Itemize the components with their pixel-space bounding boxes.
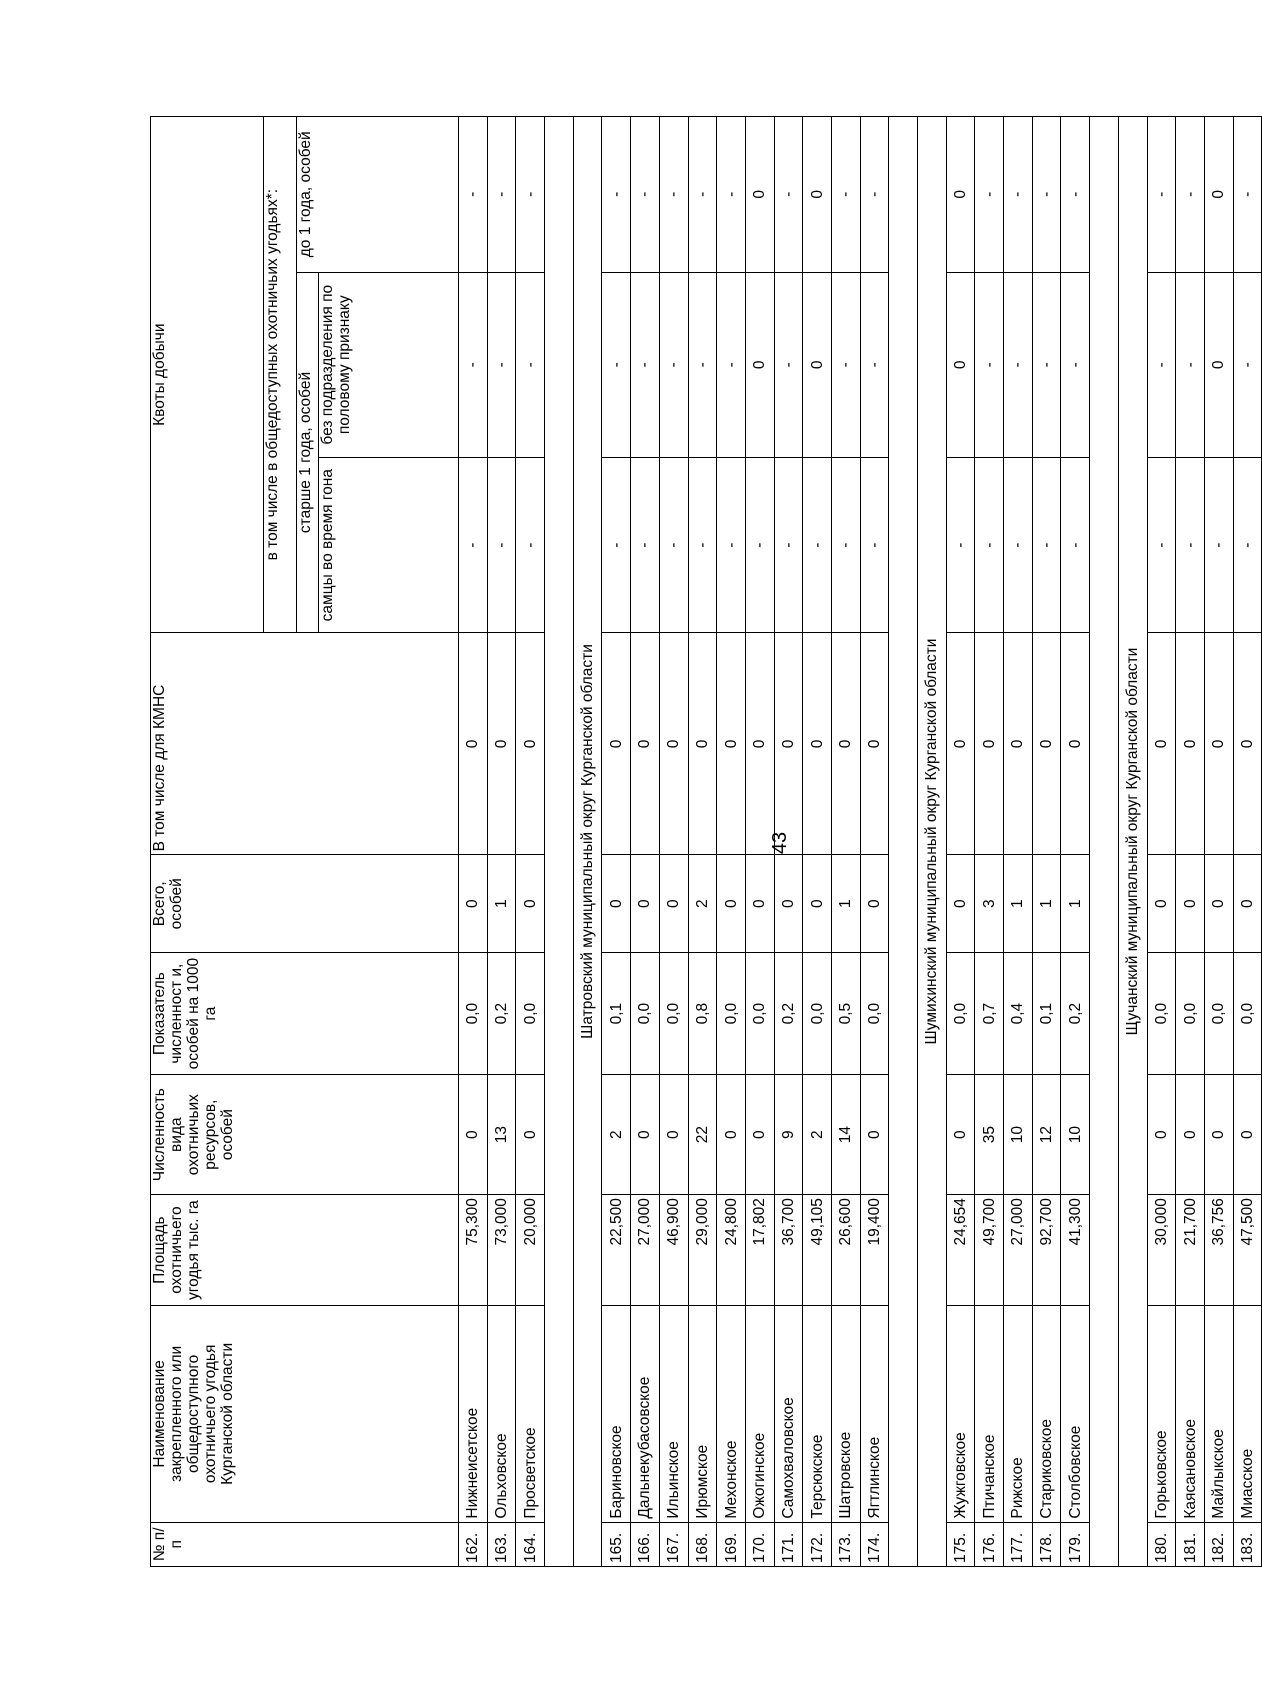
header-public-group: в том числе в общедоступных охотничьих угодьях*:: [264, 117, 297, 633]
cell-no-sex: -: [659, 272, 688, 457]
table-row: [831, 117, 860, 1567]
cell-name: Миасское: [1233, 1306, 1262, 1522]
cell-area: 49,105: [803, 1195, 832, 1306]
cell-under1: -: [631, 117, 660, 273]
cell-total: 0: [1147, 855, 1176, 953]
cell-density: 0,5: [831, 953, 860, 1075]
cell-name: Столбовское: [1061, 1306, 1090, 1522]
header-num: № п/п: [151, 1522, 459, 1566]
section-spacer-row: [889, 117, 918, 1567]
cell-males: -: [688, 457, 717, 632]
header-density: Показатель численност и, особей на 1000 га: [151, 953, 459, 1075]
cell-under1: 0: [946, 117, 975, 273]
table-row: [516, 117, 545, 1567]
table-row: [975, 117, 1004, 1567]
cell-area: 47,500: [1233, 1195, 1262, 1306]
cell-population: 0: [459, 1075, 488, 1195]
cell-kmns: 0: [1004, 633, 1033, 855]
cell-males: -: [1176, 457, 1205, 632]
cell-density: 0,0: [946, 953, 975, 1075]
cell-name: Стариковское: [1032, 1306, 1061, 1522]
cell-area: 36,700: [774, 1195, 803, 1306]
table-row: [659, 117, 688, 1567]
cell-density: 0,0: [803, 953, 832, 1075]
cell-total: 0: [717, 855, 746, 953]
cell-density: 0,0: [1204, 953, 1233, 1075]
cell-total: 0: [774, 855, 803, 953]
cell-males: -: [516, 457, 545, 632]
cell-under1: 0: [745, 117, 774, 273]
cell-num: 165.: [602, 1522, 631, 1566]
cell-under1: -: [1233, 117, 1262, 273]
cell-area: 41,300: [1061, 1195, 1090, 1306]
cell-name: Жужговское: [946, 1306, 975, 1522]
cell-density: 0,1: [602, 953, 631, 1075]
cell-kmns: 0: [459, 633, 488, 855]
cell-males: -: [1004, 457, 1033, 632]
cell-population: 2: [602, 1075, 631, 1195]
cell-population: 2: [803, 1075, 832, 1195]
cell-males: -: [831, 457, 860, 632]
cell-density: 0,0: [516, 953, 545, 1075]
cell-num: 179.: [1061, 1522, 1090, 1566]
region-header-row: [1118, 117, 1147, 1567]
cell-area: 21,700: [1176, 1195, 1205, 1306]
cell-kmns: 0: [946, 633, 975, 855]
cell-num: 167.: [659, 1522, 688, 1566]
section-spacer-row: [545, 117, 574, 1567]
cell-population: 0: [1233, 1075, 1262, 1195]
cell-kmns: 0: [831, 633, 860, 855]
region-title: Шатровский муниципальный округ Курганской области: [573, 117, 602, 1567]
header-no-sex: без подразделения по половому признаку: [319, 272, 459, 457]
cell-num: 162.: [459, 1522, 488, 1566]
cell-total: 0: [631, 855, 660, 953]
spacer-cell: [1090, 117, 1119, 1567]
cell-population: 0: [946, 1075, 975, 1195]
header-population: Численность вида охотничьих ресурсов, особей: [151, 1075, 459, 1195]
cell-population: 0: [631, 1075, 660, 1195]
cell-no-sex: -: [1176, 272, 1205, 457]
cell-under1: -: [688, 117, 717, 273]
cell-name: Мехонское: [717, 1306, 746, 1522]
cell-males: -: [860, 457, 889, 632]
cell-no-sex: -: [1147, 272, 1176, 457]
cell-no-sex: -: [975, 272, 1004, 457]
cell-kmns: 0: [860, 633, 889, 855]
cell-area: 27,000: [631, 1195, 660, 1306]
cell-name: Рижское: [1004, 1306, 1033, 1522]
cell-name: Птичанское: [975, 1306, 1004, 1522]
cell-under1: 0: [1204, 117, 1233, 273]
cell-density: 0,0: [1147, 953, 1176, 1075]
cell-area: 27,000: [1004, 1195, 1033, 1306]
cell-density: 0,1: [1032, 953, 1061, 1075]
cell-total: 1: [1061, 855, 1090, 953]
table-row: [1061, 117, 1090, 1567]
cell-area: 24,654: [946, 1195, 975, 1306]
cell-no-sex: -: [774, 272, 803, 457]
cell-area: 22,500: [602, 1195, 631, 1306]
table-body: [459, 117, 1262, 1567]
cell-num: 173.: [831, 1522, 860, 1566]
cell-no-sex: -: [487, 272, 516, 457]
cell-under1: -: [717, 117, 746, 273]
cell-under1: -: [1032, 117, 1061, 273]
cell-population: 13: [487, 1075, 516, 1195]
cell-total: 0: [659, 855, 688, 953]
cell-under1: -: [1061, 117, 1090, 273]
cell-under1: -: [831, 117, 860, 273]
cell-num: 181.: [1176, 1522, 1205, 1566]
cell-total: 0: [516, 855, 545, 953]
cell-name: Майлыкское: [1204, 1306, 1233, 1522]
cell-num: 177.: [1004, 1522, 1033, 1566]
section-spacer-row: [1090, 117, 1119, 1567]
table-row: [602, 117, 631, 1567]
spacer-cell: [545, 117, 574, 1567]
cell-males: -: [1204, 457, 1233, 632]
cell-area: 75,300: [459, 1195, 488, 1306]
cell-num: 182.: [1204, 1522, 1233, 1566]
cell-num: 168.: [688, 1522, 717, 1566]
header-males: самцы во время гона: [319, 457, 459, 632]
cell-no-sex: -: [459, 272, 488, 457]
cell-total: 1: [487, 855, 516, 953]
table-row: [717, 117, 746, 1567]
table-row: [1204, 117, 1233, 1567]
cell-males: -: [1147, 457, 1176, 632]
cell-no-sex: -: [1032, 272, 1061, 457]
cell-area: 36,756: [1204, 1195, 1233, 1306]
cell-area: 26,600: [831, 1195, 860, 1306]
cell-males: -: [659, 457, 688, 632]
cell-kmns: 0: [975, 633, 1004, 855]
cell-total: 0: [946, 855, 975, 953]
table-row: [803, 117, 832, 1567]
cell-density: 0,0: [717, 953, 746, 1075]
cell-num: 178.: [1032, 1522, 1061, 1566]
cell-area: 49,700: [975, 1195, 1004, 1306]
cell-num: 170.: [745, 1522, 774, 1566]
page-number: 43: [769, 831, 791, 855]
header-older-group: старше 1 года, особей: [297, 272, 319, 633]
cell-name: Ильинское: [659, 1306, 688, 1522]
table-viewport: [150, 116, 1256, 1567]
header-area: Площадь охотничьего угодья тыс. га: [151, 1195, 459, 1306]
region-title: Щучанский муниципальный округ Курганской области: [1118, 117, 1147, 1567]
cell-area: 20,000: [516, 1195, 545, 1306]
header-under1: до 1 года, особей: [297, 117, 459, 273]
table-row: [631, 117, 660, 1567]
cell-name: Шатровское: [831, 1306, 860, 1522]
cell-under1: -: [487, 117, 516, 273]
cell-under1: -: [774, 117, 803, 273]
cell-density: 0,0: [745, 953, 774, 1075]
cell-area: 24,800: [717, 1195, 746, 1306]
cell-no-sex: 0: [745, 272, 774, 457]
cell-under1: -: [659, 117, 688, 273]
cell-area: 19,400: [860, 1195, 889, 1306]
cell-under1: -: [1147, 117, 1176, 273]
cell-name: Ирюмское: [688, 1306, 717, 1522]
header-kmns: В том числе для КМНС: [151, 633, 459, 855]
cell-total: 0: [459, 855, 488, 953]
header-total: Всего, особей: [151, 855, 459, 953]
cell-males: -: [975, 457, 1004, 632]
cell-num: 163.: [487, 1522, 516, 1566]
cell-population: 10: [1061, 1075, 1090, 1195]
cell-males: -: [774, 457, 803, 632]
cell-total: 1: [1032, 855, 1061, 953]
cell-density: 0,4: [1004, 953, 1033, 1075]
cell-under1: -: [459, 117, 488, 273]
spacer-cell: [889, 117, 918, 1567]
cell-density: 0,2: [774, 953, 803, 1075]
cell-total: 0: [860, 855, 889, 953]
cell-density: 0,0: [1233, 953, 1262, 1075]
cell-males: -: [745, 457, 774, 632]
cell-density: 0,2: [487, 953, 516, 1075]
cell-kmns: 0: [803, 633, 832, 855]
cell-name: Терсюкское: [803, 1306, 832, 1522]
cell-area: 29,000: [688, 1195, 717, 1306]
cell-area: 46,900: [659, 1195, 688, 1306]
cell-kmns: 0: [659, 633, 688, 855]
cell-no-sex: -: [860, 272, 889, 457]
cell-num: 166.: [631, 1522, 660, 1566]
cell-num: 174.: [860, 1522, 889, 1566]
cell-no-sex: 0: [946, 272, 975, 457]
cell-density: 0,0: [1176, 953, 1205, 1075]
cell-no-sex: -: [1004, 272, 1033, 457]
cell-num: 171.: [774, 1522, 803, 1566]
cell-kmns: 0: [1061, 633, 1090, 855]
cell-no-sex: 0: [1204, 272, 1233, 457]
cell-no-sex: -: [831, 272, 860, 457]
cell-population: 10: [1004, 1075, 1033, 1195]
cell-total: 0: [1176, 855, 1205, 953]
cell-num: 183.: [1233, 1522, 1262, 1566]
cell-males: -: [946, 457, 975, 632]
cell-num: 180.: [1147, 1522, 1176, 1566]
cell-under1: -: [602, 117, 631, 273]
cell-total: 0: [745, 855, 774, 953]
table-row: [1233, 117, 1262, 1567]
cell-name: Горьковское: [1147, 1306, 1176, 1522]
cell-kmns: 0: [602, 633, 631, 855]
cell-kmns: 0: [717, 633, 746, 855]
cell-density: 0,0: [860, 953, 889, 1075]
cell-num: 176.: [975, 1522, 1004, 1566]
cell-density: 0,2: [1061, 953, 1090, 1075]
cell-kmns: 0: [516, 633, 545, 855]
cell-population: 22: [688, 1075, 717, 1195]
region-title: Шумихинский муниципальный округ Курганской области: [918, 117, 947, 1567]
cell-no-sex: -: [1233, 272, 1262, 457]
cell-name: Дальнекубасовское: [631, 1306, 660, 1522]
cell-name: Бариновское: [602, 1306, 631, 1522]
cell-population: 12: [1032, 1075, 1061, 1195]
table-row: [860, 117, 889, 1567]
cell-males: -: [1061, 457, 1090, 632]
cell-no-sex: -: [516, 272, 545, 457]
table-row: [1032, 117, 1061, 1567]
header-quota-group: Квоты добычи: [151, 117, 264, 633]
cell-under1: -: [1004, 117, 1033, 273]
cell-kmns: 0: [1204, 633, 1233, 855]
cell-no-sex: -: [688, 272, 717, 457]
cell-area: 92,700: [1032, 1195, 1061, 1306]
cell-area: 73,000: [487, 1195, 516, 1306]
cell-population: 0: [745, 1075, 774, 1195]
cell-total: 0: [1233, 855, 1262, 953]
cell-population: 35: [975, 1075, 1004, 1195]
cell-name: Каясановское: [1176, 1306, 1205, 1522]
table-row: [487, 117, 516, 1567]
cell-kmns: 0: [1032, 633, 1061, 855]
cell-under1: -: [860, 117, 889, 273]
cell-population: 0: [1176, 1075, 1205, 1195]
cell-population: 0: [516, 1075, 545, 1195]
cell-under1: -: [975, 117, 1004, 273]
cell-males: -: [602, 457, 631, 632]
cell-no-sex: -: [1061, 272, 1090, 457]
table-row: [459, 117, 488, 1567]
cell-kmns: 0: [631, 633, 660, 855]
table-row: [1176, 117, 1205, 1567]
cell-no-sex: -: [631, 272, 660, 457]
cell-area: 17,802: [745, 1195, 774, 1306]
cell-num: 172.: [803, 1522, 832, 1566]
header-name: Наименование закрепленного или общедоступного охотничьего угодья Курганской области: [151, 1306, 459, 1522]
cell-population: 0: [659, 1075, 688, 1195]
cell-density: 0,0: [459, 953, 488, 1075]
cell-population: 0: [860, 1075, 889, 1195]
cell-under1: -: [516, 117, 545, 273]
cell-kmns: 0: [1176, 633, 1205, 855]
cell-total: 0: [1204, 855, 1233, 953]
cell-males: -: [1032, 457, 1061, 632]
cell-num: 175.: [946, 1522, 975, 1566]
cell-kmns: 0: [774, 633, 803, 855]
table-row: [688, 117, 717, 1567]
cell-kmns: 0: [487, 633, 516, 855]
cell-population: 14: [831, 1075, 860, 1195]
cell-under1: -: [1176, 117, 1205, 273]
table-row: [774, 117, 803, 1567]
cell-kmns: 0: [1233, 633, 1262, 855]
cell-area: 30,000: [1147, 1195, 1176, 1306]
cell-name: Самохваловское: [774, 1306, 803, 1522]
cell-total: 1: [831, 855, 860, 953]
cell-population: 9: [774, 1075, 803, 1195]
cell-num: 164.: [516, 1522, 545, 1566]
cell-name: Просветское: [516, 1306, 545, 1522]
cell-total: 3: [975, 855, 1004, 953]
cell-total: 0: [803, 855, 832, 953]
cell-no-sex: 0: [803, 272, 832, 457]
table-row: [745, 117, 774, 1567]
cell-kmns: 0: [1147, 633, 1176, 855]
cell-males: -: [803, 457, 832, 632]
cell-total: 2: [688, 855, 717, 953]
cell-males: -: [631, 457, 660, 632]
cell-males: -: [459, 457, 488, 632]
quota-table: [150, 116, 1262, 1567]
cell-name: Ожогинское: [745, 1306, 774, 1522]
cell-population: 0: [1204, 1075, 1233, 1195]
cell-males: -: [1233, 457, 1262, 632]
cell-kmns: 0: [688, 633, 717, 855]
cell-no-sex: -: [602, 272, 631, 457]
table-row: [946, 117, 975, 1567]
cell-density: 0,7: [975, 953, 1004, 1075]
cell-density: 0,0: [631, 953, 660, 1075]
cell-num: 169.: [717, 1522, 746, 1566]
cell-name: Нижнеисетское: [459, 1306, 488, 1522]
cell-density: 0,0: [659, 953, 688, 1075]
cell-total: 0: [602, 855, 631, 953]
cell-density: 0,8: [688, 953, 717, 1075]
cell-kmns: 0: [745, 633, 774, 855]
table-row: [1147, 117, 1176, 1567]
table-row: [1004, 117, 1033, 1567]
cell-population: 0: [717, 1075, 746, 1195]
cell-total: 1: [1004, 855, 1033, 953]
cell-name: Ягтлинское: [860, 1306, 889, 1522]
cell-under1: 0: [803, 117, 832, 273]
cell-males: -: [717, 457, 746, 632]
region-header-row: [573, 117, 602, 1567]
cell-no-sex: -: [717, 272, 746, 457]
cell-name: Ольховское: [487, 1306, 516, 1522]
cell-population: 0: [1147, 1075, 1176, 1195]
cell-males: -: [487, 457, 516, 632]
region-header-row: [918, 117, 947, 1567]
